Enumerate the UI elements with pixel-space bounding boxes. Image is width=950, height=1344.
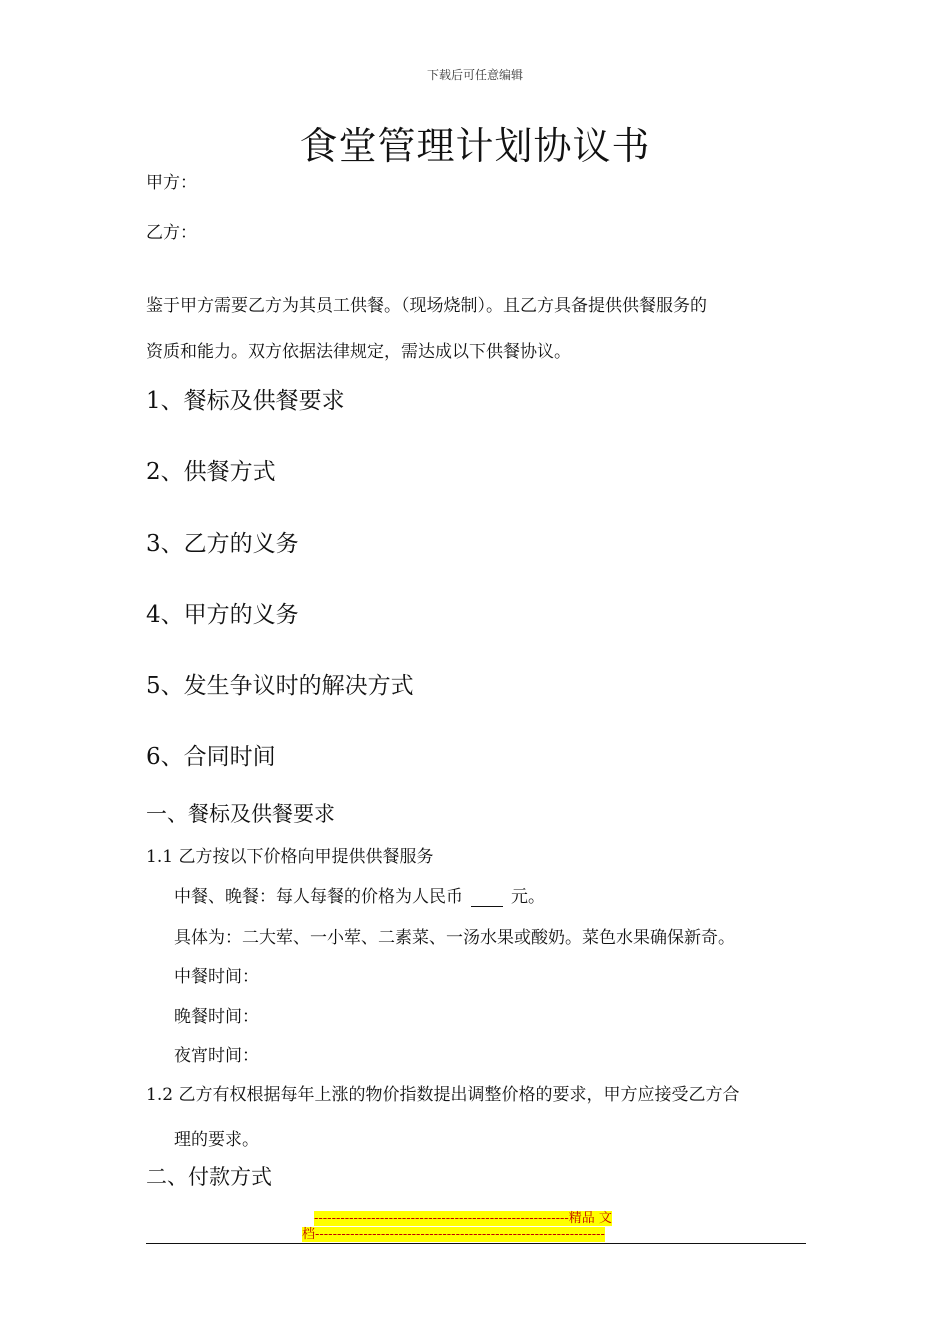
clause-1-1: 1.1 乙方按以下价格向甲提供供餐服务 bbox=[146, 847, 434, 867]
document-title: 食堂管理计划协议书 bbox=[299, 124, 651, 168]
price-suffix: 元。 bbox=[511, 887, 545, 907]
section-2-heading: 二、付款方式 bbox=[146, 1165, 272, 1189]
footer-banner-line-1: ----------------------------------------------------------精品 文 bbox=[314, 1211, 612, 1226]
toc-item-1: 1、餐标及供餐要求 bbox=[146, 388, 345, 414]
header-note: 下载后可任意编辑 bbox=[426, 68, 523, 82]
price-prefix: 中餐、晚餐：每人每餐的价格为人民币 bbox=[174, 887, 463, 907]
dinner-time-label: 晚餐时间： bbox=[174, 1007, 259, 1027]
party-b-label: 乙方： bbox=[146, 223, 197, 243]
price-line bbox=[174, 882, 545, 907]
lunch-time-label: 中餐时间： bbox=[174, 967, 259, 987]
intro-line-1: 鉴于甲方需要乙方为其员工供餐。（现场烧制）。且乙方具备提供供餐服务的 bbox=[146, 296, 707, 316]
toc-item-5: 5、发生争议时的解决方式 bbox=[146, 673, 414, 699]
toc-item-2: 2、供餐方式 bbox=[146, 459, 276, 485]
clause-1-2-line-2: 理的要求。 bbox=[174, 1130, 259, 1150]
clause-1-2-line-1: 1.2 乙方有权根据每年上涨的物价指数提出调整价格的要求，甲方应接受乙方合 bbox=[146, 1085, 740, 1105]
toc-item-4: 4、甲方的义务 bbox=[146, 602, 299, 628]
footer-banner-line-2: 档------------------------------------------------------------------ bbox=[302, 1227, 605, 1242]
footer-divider bbox=[146, 1243, 806, 1244]
night-snack-time-label: 夜宵时间： bbox=[174, 1046, 259, 1066]
price-blank bbox=[471, 889, 503, 907]
toc-item-6: 6、合同时间 bbox=[146, 744, 276, 770]
section-1-heading: 一、餐标及供餐要求 bbox=[146, 802, 335, 826]
intro-line-2: 资质和能力。双方依据法律规定，需达成以下供餐协议。 bbox=[146, 342, 571, 362]
party-a-label: 甲方： bbox=[146, 173, 197, 193]
meal-detail: 具体为：二大荤、一小荤、二素菜、一汤水果或酸奶。菜色水果确保新奇。 bbox=[174, 928, 735, 948]
toc-item-3: 3、乙方的义务 bbox=[146, 531, 299, 557]
